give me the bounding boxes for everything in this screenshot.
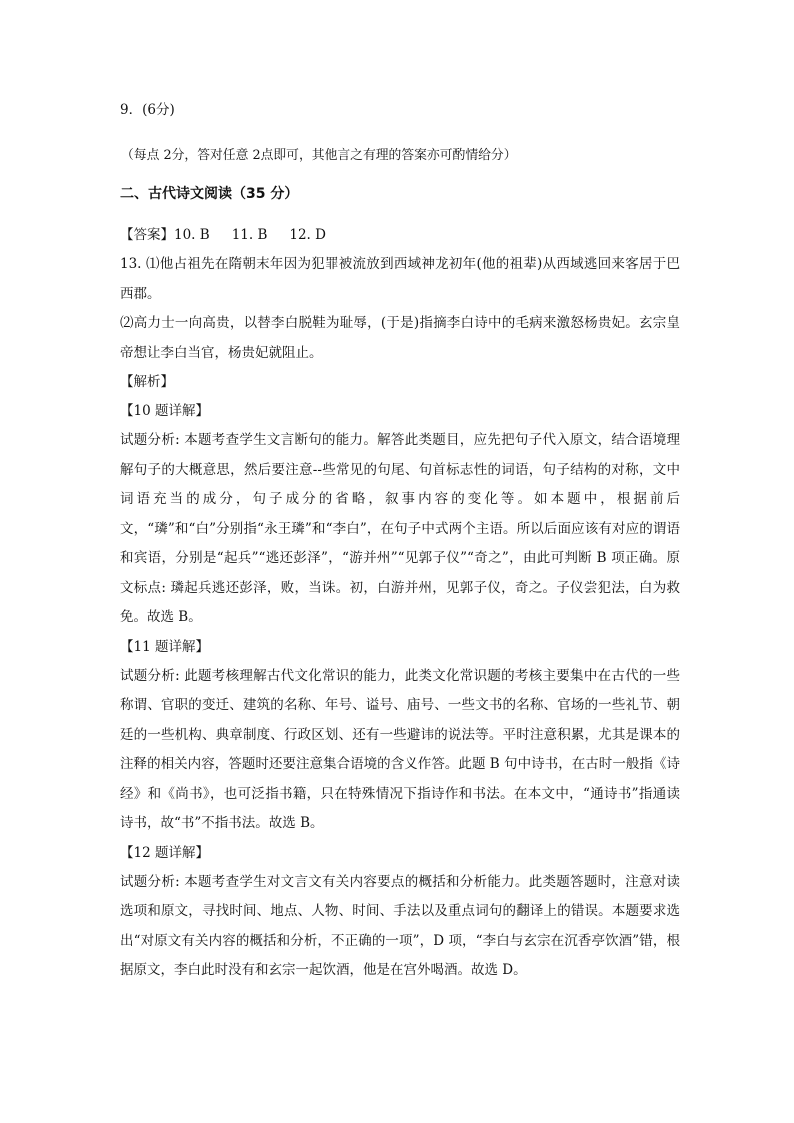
question-9-title: 9．(6分) xyxy=(120,102,175,118)
section-2-title: 二、古代诗文阅读（35 分） xyxy=(120,186,299,202)
question-12-detail-label: 【12 题详解】 xyxy=(120,844,209,861)
question-9-scoring-note: （每点 2分，答对任意 2点即可，其他言之有理的答案亦可酌情给分） xyxy=(121,148,517,163)
document-page xyxy=(120,96,680,986)
question-12-detail-text: 试题分析: 本题考查学生对文言文有关内容要点的概括和分析能力。此类题答题时，注意对读选项和原文，寻找时间、地点、人物、时间、手法以及重点词句的翻译上的错误。本题要求选出“对原文有关内容的概括和分析，不正确的一项”，D 项，“李白与玄宗在沉香亭饮酒”错，根据原文，李白此时没有和玄宗一起饮酒，他是在宫外喝酒。故选 D。 xyxy=(120,873,680,978)
question-11-detail-label: 【11 题详解】 xyxy=(120,638,209,655)
answer-line xyxy=(120,221,680,250)
answer-11: 11. B xyxy=(231,227,268,243)
question-10-detail-text: 试题分析: 本题考查学生文言断句的能力。解答此类题目，应先把句子代入原文，结合语境理解句子的大概意思，然后要注意--些常见的句尾、句首标志性的词语，句子结构的对称，文中词语充当的成分，句子成分的省略，叙事内容的变化等。如本题中，根据前后文，“璘”和“白”分别指“永王璘”和“李白”，在句子中式两个主语。所以后面应该有对应的谓语和宾语，分别是“起兵”“逃还彭泽”，“游并州”“见郭子仪”“奇之”，由此可判断 B 项正确。原文标点: 璘起兵逃还彭泽，败，当诛。初，白游并州，见郭子仪，奇之。子仪尝犯法，白为救免。故选 B。 xyxy=(120,432,680,625)
question-13-part-1: 13. ⑴他占祖先在隋朝末年因为犯罪被流放到西域神龙初年(他的祖辈)从西域逃回来客居于巴西郡。 xyxy=(120,256,680,302)
question-11-detail-text: 试题分析: 此题考核理解古代文化常识的能力，此类文化常识题的考核主要集中在古代的一些称谓、官职的变迁、建筑的名称、年号、谥号、庙号、一些文书的名称、官场的一些礼节、朝廷的一些机构、典章制度、行政区划、还有一些避讳的说法等。平时注意积累，尤其是课本的注释的相关内容，答题时还要注意集合语境的含义作答。此题 B 句中诗书，在古时一般指《诗经》和《尚书》，也可泛指书籍，只在特殊情况下指诗作和书法。在本文中，“通诗书”指通读诗书，故“书”不指书法。故选 B。 xyxy=(120,667,680,831)
answer-12: 12. D xyxy=(289,227,326,243)
question-13-part-2: ⑵高力士一向高贵，以替李白脱鞋为耻辱，(于是)指摘李白诗中的毛病来激怒杨贵妃。玄宗皇帝想让李白当官，杨贵妃就阻止。 xyxy=(120,315,680,361)
question-10-detail-label: 【10 题详解】 xyxy=(120,403,209,419)
answer-10: 10. B xyxy=(174,227,210,243)
analysis-label: 【解析】 xyxy=(120,374,174,390)
answer-label: 【答案】 xyxy=(120,227,174,243)
